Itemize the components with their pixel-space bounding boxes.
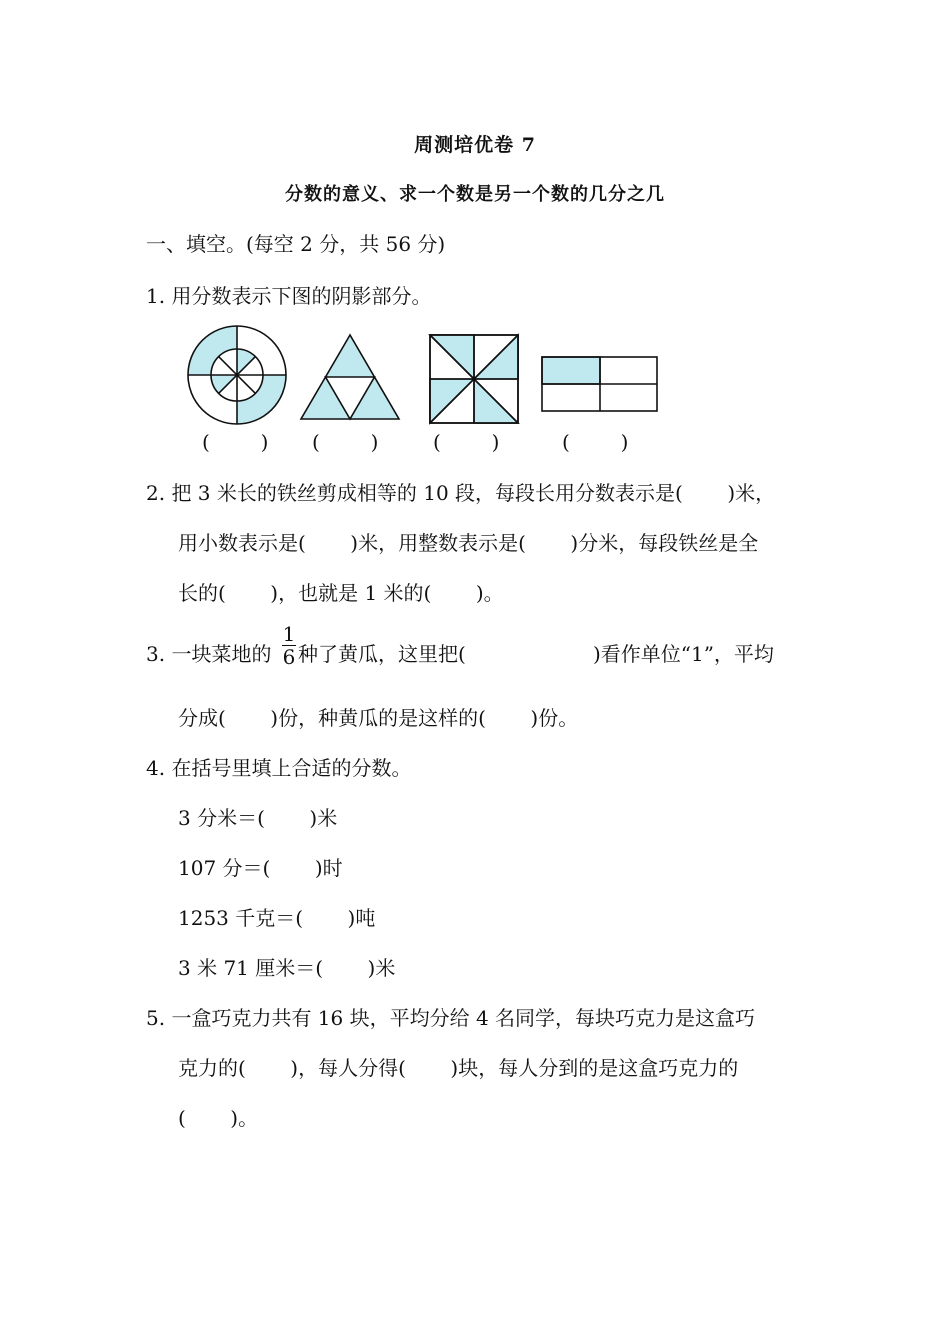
question-3-part-2: 种了黄瓜，这里把( )看作单位“1”，平均 [298, 642, 774, 666]
circle-inner-shade-b [211, 375, 237, 393]
question-4-item-2: 107 分＝( )时 [178, 856, 343, 880]
answer-blank-triangle[interactable]: ( ) [312, 430, 379, 454]
fraction-one-sixth [282, 624, 296, 667]
question-4-item-1: 3 分米＝( )米 [178, 806, 338, 830]
circle-inner-shade-a [237, 349, 255, 375]
fraction-denominator: 6 [282, 645, 296, 669]
question-2-line-1: 2. 把 3 米长的铁丝剪成相等的 10 段，每段长用分数表示是( )米， [146, 481, 776, 505]
answer-blank-rectangle[interactable]: ( ) [562, 430, 629, 454]
fraction-numerator: 1 [282, 622, 296, 646]
square-figure [430, 335, 518, 423]
section-heading: 一、填空。(每空 2 分，共 56 分) [146, 232, 446, 256]
page-title: 周测培优卷 7 [414, 134, 536, 156]
question-5-line-1: 5. 一盒巧克力共有 16 块，平均分给 4 名同学，每块巧克力是这盒巧 [146, 1006, 756, 1030]
question-2-line-3: 长的( )，也就是 1 米的( )。 [178, 581, 504, 605]
circle-figure [188, 326, 286, 424]
question-5-line-2: 克力的( )，每人分得( )块，每人分到的是这盒巧克力的 [178, 1056, 739, 1080]
question-2-line-2: 用小数表示是( )米，用整数表示是( )分米，每段铁丝是全 [178, 531, 759, 555]
question-5-line-3: ( )。 [178, 1106, 259, 1130]
question-3-part-1: 3. 一块菜地的 [146, 642, 272, 666]
page-subtitle: 分数的意义、求一个数是另一个数的几分之几 [285, 184, 665, 205]
question-4-item-3: 1253 千克＝( )吨 [178, 906, 376, 930]
question-3-line-2: 分成( )份，种黄瓜的是这样的( )份。 [178, 706, 579, 730]
answer-blank-square[interactable]: ( ) [433, 430, 500, 454]
question-1-figures [0, 0, 950, 470]
question-4-item-4: 3 米 71 厘米＝( )米 [178, 956, 396, 980]
answer-blank-circle[interactable]: ( ) [202, 430, 269, 454]
question-1-text: 1. 用分数表示下图的阴影部分。 [146, 284, 432, 308]
rectangle-figure [542, 357, 657, 411]
question-4-text: 4. 在括号里填上合适的分数。 [146, 756, 412, 780]
triangle-figure [301, 335, 399, 419]
